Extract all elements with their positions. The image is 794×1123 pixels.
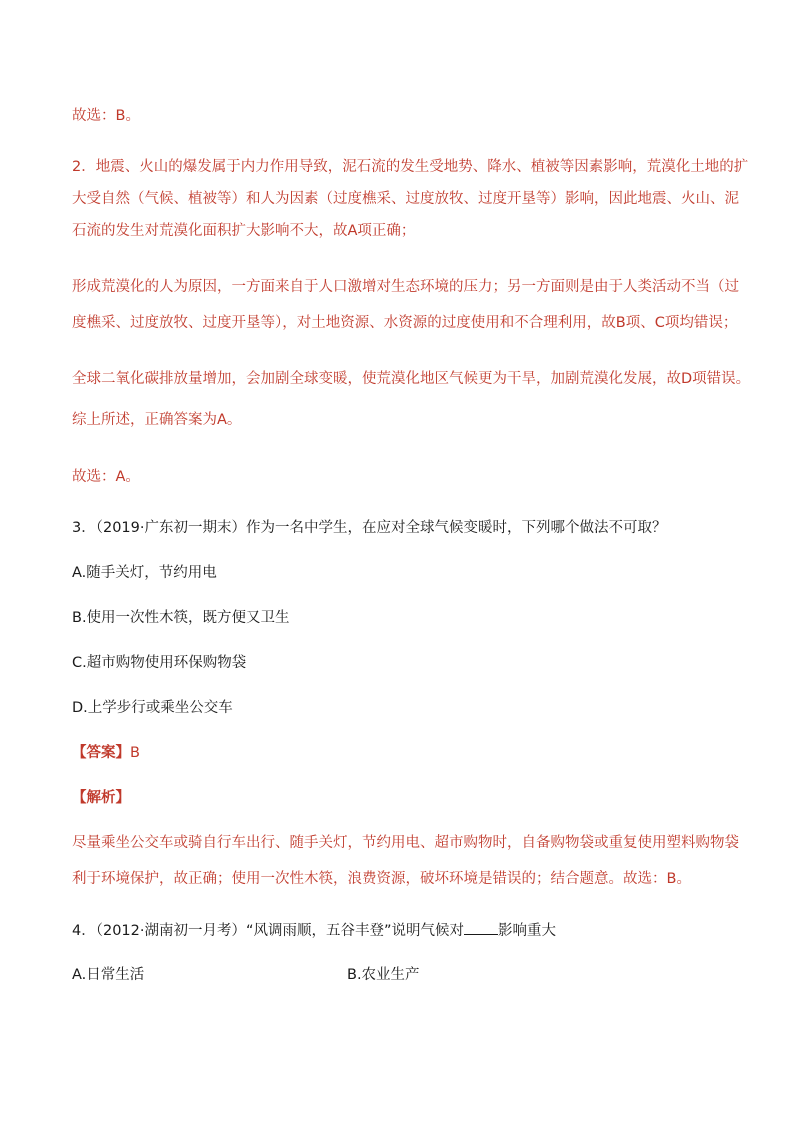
q3-stem: 3．（2019·广东初一期末）作为一名中学生，在应对全球气候变暖时，下列哪个做法不可取？ xyxy=(72,520,667,536)
q3-option-c: C.超市购物使用环保购物袋 xyxy=(72,655,247,671)
q3-option-b: B.使用一次性木筷，既方便又卫生 xyxy=(72,610,290,626)
q4-option-b: B.农业生产 xyxy=(347,967,420,983)
q3-option-d: D.上学步行或乘坐公交车 xyxy=(72,700,233,716)
q2-para3: 全球二氧化碳排放量增加，会加剧全球变暖，使荒漠化地区气候更为干旱，加剧荒漠化发展，故D项错误。 xyxy=(72,371,751,387)
q3-answer: 【答案】B xyxy=(72,745,140,761)
q4-stem: 4．（2012·湖南初一月考）“风调雨顺，五谷丰登”说明气候对 影响重大 xyxy=(72,920,556,941)
q2-choice: 故选：A。 xyxy=(72,469,140,485)
q2-para1-line1: 2．地震、火山的爆发属于内力作用导致，泥石流的发生受地势、降水、植被等因素影响，荒漠化土地的扩 xyxy=(72,159,749,175)
q3-analysis-line1: 尽量乘坐公交车或骑自行车出行、随手关灯，节约用电、超市购物时，自备购物袋或重复使用塑料购物袋 xyxy=(72,835,739,851)
q2-para1-line2: 大受自然（气候、植被等）和人为因素（过度樵采、过度放牧、过度开垦等）影响，因此地震、火山、泥 xyxy=(72,191,739,207)
q2-para2-line2: 度樵采、过度放牧、过度开垦等），对土地资源、水资源的过度使用和不合理利用，故B项、C项均错误； xyxy=(72,315,738,331)
q2-para1-line3: 石流的发生对荒漠化面积扩大影响不大，故A项正确； xyxy=(72,223,416,239)
q4-option-a: A.日常生活 xyxy=(72,967,145,983)
q3-analysis-line2: 利于环境保护，故正确；使用一次性木筷，浪费资源，破坏环境是错误的；结合题意。故选：B。 xyxy=(72,871,691,887)
fill-in-blank xyxy=(464,920,498,935)
prev-answer-line: 故选：B。 xyxy=(72,108,140,124)
q2-summary: 综上所述，正确答案为A。 xyxy=(72,412,242,428)
q3-analysis-tag: 【解析】 xyxy=(72,790,130,806)
q2-para2-line1: 形成荒漠化的人为原因，一方面来自于人口激增对生态环境的压力；另一方面则是由于人类活动不当（过 xyxy=(72,279,739,295)
q3-option-a: A.随手关灯，节约用电 xyxy=(72,565,217,581)
